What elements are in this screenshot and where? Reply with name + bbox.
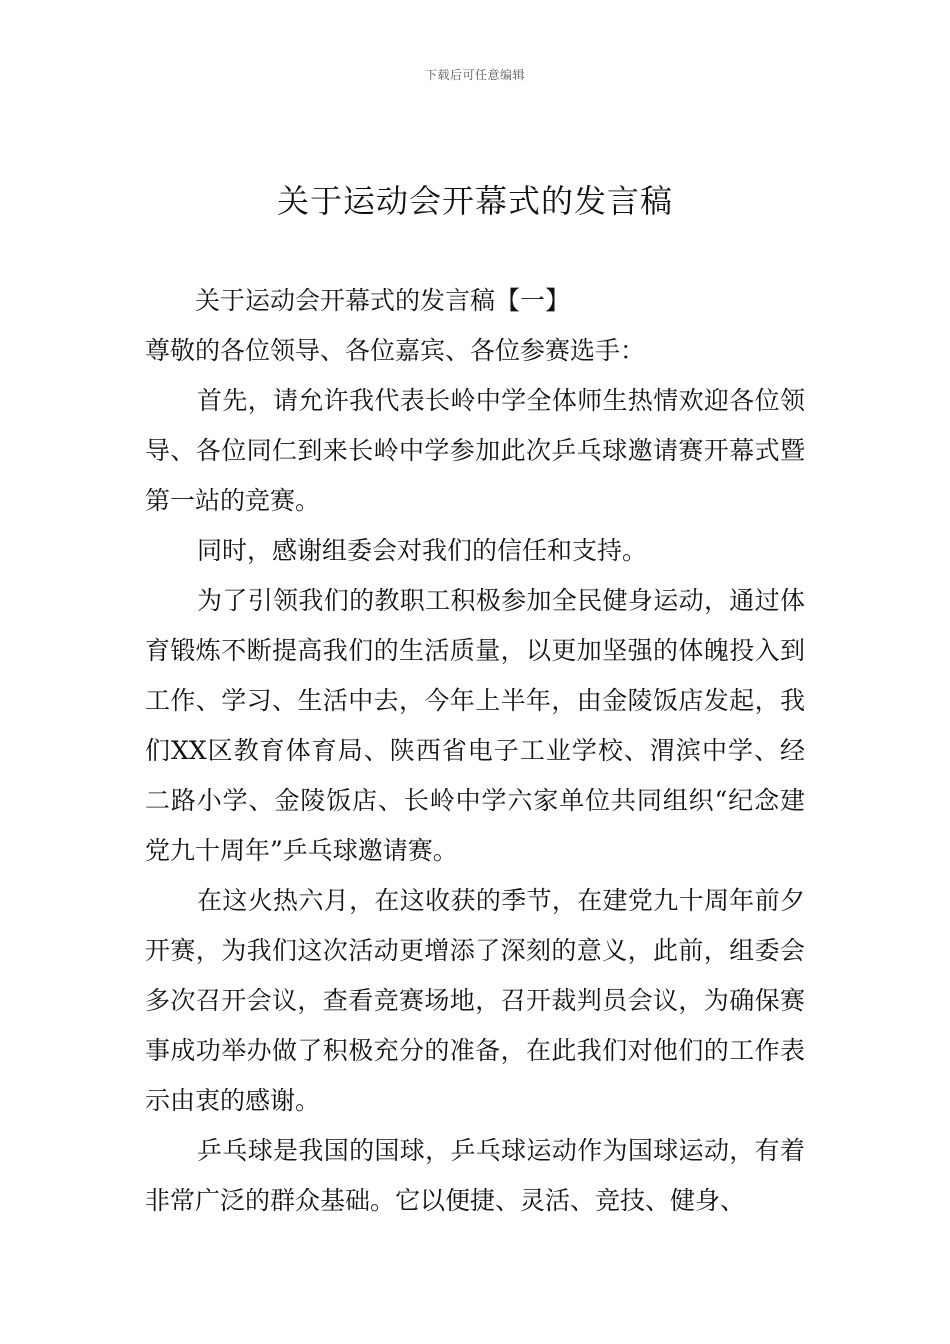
paragraph-national-sport: 乒乓球是我国的国球，乒乓球运动作为国球运动，有着非常广泛的群众基础。它以便捷、灵活、竞技、健身、 <box>145 1136 805 1215</box>
document-title: 关于运动会开幕式的发言稿 <box>276 182 673 220</box>
section-heading: 关于运动会开幕式的发言稿【一】 <box>195 286 571 315</box>
document-body <box>145 276 805 1226</box>
paragraph-background: 为了引领我们的教职工积极参加全民健身运动，通过体育锻炼不断提高我们的生活质量，以更加坚强的体魄投入到工作、学习、生活中去，今年上半年，由金陵饭店发起，我们XX区教育体育局、陕西省电子工业学校、渭滨中学、经二路小学、金陵饭店、长岭中学六家单位共同组织“纪念建党九十周年”乒乓球邀请赛。 <box>145 586 805 865</box>
paragraph-thanks: 同时，感谢组委会对我们的信任和支持。 <box>197 536 648 565</box>
paragraph-welcome: 首先，请允许我代表长岭中学全体师生热情欢迎各位领导、各位同仁到来长岭中学参加此次乒乓球邀请赛开幕式暨第一站的竞赛。 <box>145 386 805 515</box>
paragraph-significance: 在这火热六月，在这收获的季节，在建党九十周年前夕开赛，为我们这次活动更增添了深刻的意义，此前，组委会多次召开会议，查看竞赛场地，召开裁判员会议，为确保赛事成功举办做了积极充分的准备，在此我们对他们的工作表示由衷的感谢。 <box>145 886 805 1115</box>
header-note: 下载后可任意编辑 <box>424 68 525 82</box>
salutation: 尊敬的各位领导、各位嘉宾、各位参赛选手： <box>145 336 646 365</box>
